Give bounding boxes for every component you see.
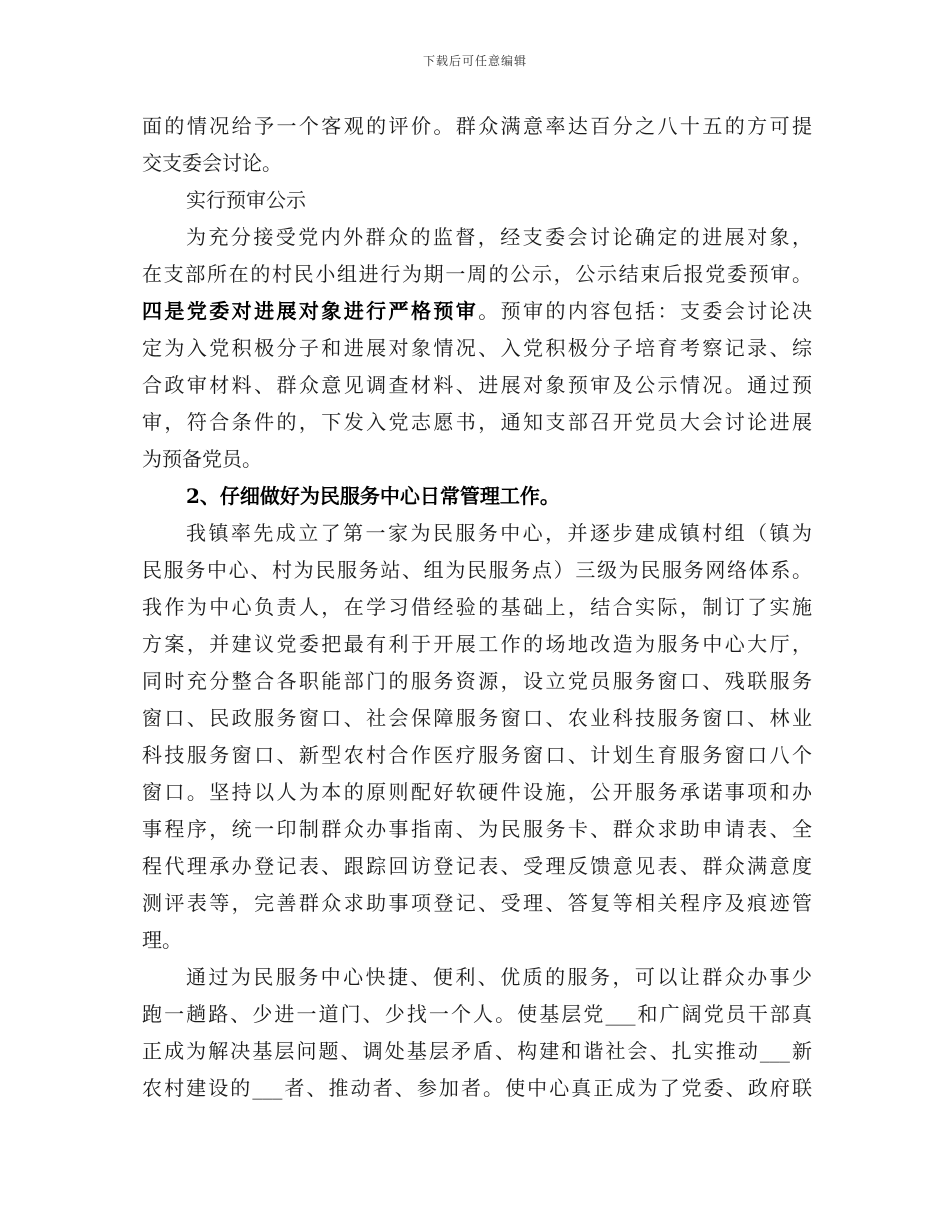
text-run: 民服务中心、村为民服务站、组为民服务点）三级为民服务网络体系。 [142, 558, 812, 582]
text-run: 程代理承办登记表、跟踪回访登记表、受理反馈意见表、群众满意度 [142, 854, 812, 878]
text-run: 交支委会讨论。 [142, 151, 282, 175]
text-line [142, 441, 812, 478]
text-run: 通过为民服务中心快捷、便利、优质的服务，可以让群众办事少 [186, 965, 812, 989]
text-line [142, 663, 812, 700]
text-run: 为充分接受党内外群众的监督，经支委会讨论确定的进展对象， [186, 225, 812, 249]
text-line [142, 626, 812, 663]
text-line [142, 922, 812, 959]
text-line [142, 1070, 812, 1107]
page-header: 下载后可任意编辑 [422, 54, 527, 68]
text-run: 审，符合条件的，下发入党志愿书，通知支部召开党员大会讨论进展 [142, 410, 812, 434]
text-run: 实行预审公示 [186, 188, 306, 212]
text-run: 为预备党员。 [142, 447, 262, 471]
text-run: 我镇率先成立了第一家为民服务中心，并逐步建成镇村组（镇为 [186, 521, 812, 545]
text-line [142, 552, 812, 589]
text-line [142, 811, 812, 848]
text-line [142, 293, 812, 330]
text-run: 测评表等，完善群众求助事项登记、受理、答复等相关程序及痕迹管 [142, 891, 812, 915]
text-run: 定为入党积极分子和进展对象情况、入党积极分子培育考察记录、综 [142, 336, 812, 360]
text-run: 理。 [142, 928, 182, 952]
text-line [142, 182, 812, 219]
text-run: 科技服务窗口、新型农村合作医疗服务窗口、计划生育服务窗口八个 [142, 743, 812, 767]
text-line [142, 1033, 812, 1070]
text-line [142, 848, 812, 885]
document-body [142, 108, 812, 1107]
bold-text: 四是党委对进展对象进行严格预审 [142, 299, 479, 323]
text-line [142, 404, 812, 441]
text-line [142, 589, 812, 626]
text-run: 面的情况给予一个客观的评价。群众满意率达百分之八十五的方可提 [142, 114, 812, 138]
text-run: 农村建设的___者、推动者、参加者。使中心真正成为了党委、政府联 [142, 1076, 812, 1100]
text-line [142, 885, 812, 922]
text-line [142, 108, 812, 145]
text-line [142, 700, 812, 737]
text-run: 正成为解决基层问题、调处基层矛盾、构建和谐社会、扎实推动___新 [142, 1039, 812, 1063]
bold-text: 2、仔细做好为民服务中心日常管理工作。 [186, 484, 560, 508]
text-line [142, 330, 812, 367]
text-run: 在支部所在的村民小组进行为期一周的公示，公示结束后报党委预审。 [142, 262, 812, 286]
text-run: 合政审材料、群众意见调查材料、进展对象预审及公示情况。通过预 [142, 373, 812, 397]
text-run: 同时充分整合各职能部门的服务资源，设立党员服务窗口、残联服务 [142, 669, 812, 693]
text-line [142, 774, 812, 811]
text-line [142, 996, 812, 1033]
text-run: 窗口。坚持以人为本的原则配好软硬件设施，公开服务承诺事项和办 [142, 780, 812, 804]
text-line [142, 145, 812, 182]
text-run: 方案，并建议党委把最有利于开展工作的场地改造为服务中心大厅， [142, 632, 812, 656]
text-line [142, 256, 812, 293]
text-line [142, 515, 812, 552]
text-line [142, 219, 812, 256]
text-line [142, 367, 812, 404]
text-line [142, 737, 812, 774]
text-run: 窗口、民政服务窗口、社会保障服务窗口、农业科技服务窗口、林业 [142, 706, 812, 730]
text-line [142, 478, 812, 515]
text-run: 我作为中心负责人，在学习借经验的基础上，结合实际，制订了实施 [142, 595, 812, 619]
text-line [142, 959, 812, 996]
text-run: 跑一趟路、少进一道门、少找一个人。使基层党___和广阔党员干部真 [142, 1002, 812, 1026]
text-run: 。预审的内容包括：支委会讨论决 [478, 299, 813, 323]
text-run: 事程序，统一印制群众办事指南、为民服务卡、群众求助申请表、全 [142, 817, 812, 841]
